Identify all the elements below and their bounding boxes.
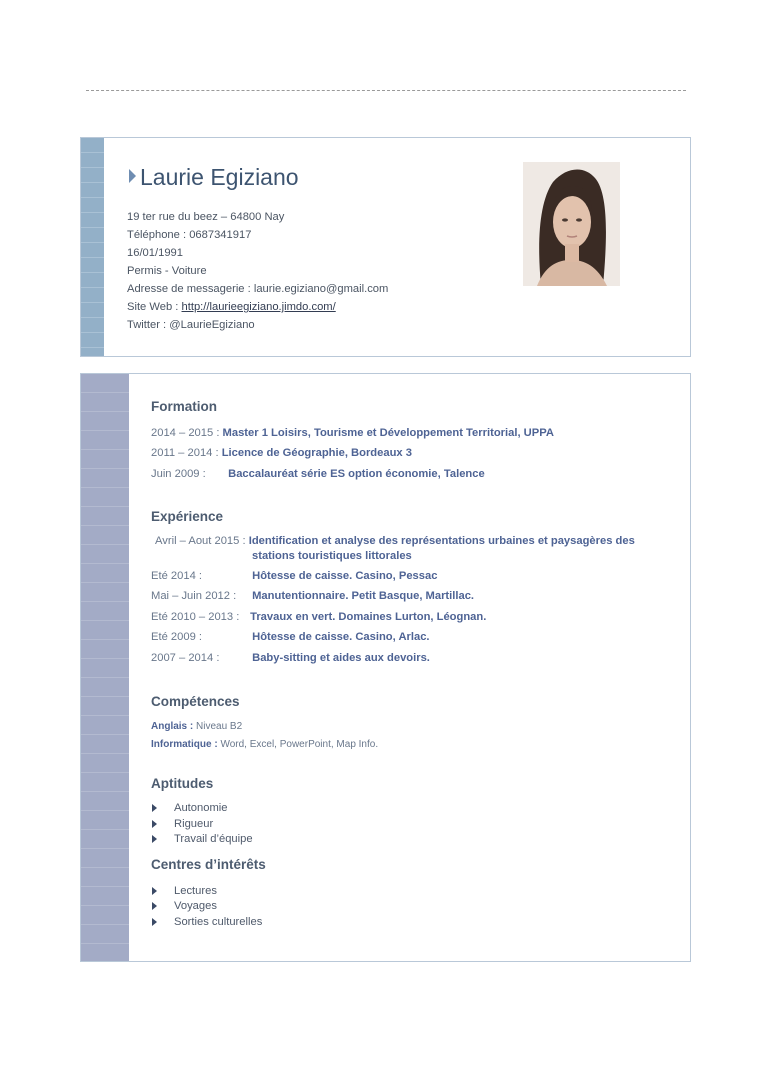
- phone: Téléphone : 0687341917: [127, 229, 252, 241]
- interests-title: Centres d’intérêts: [151, 857, 266, 872]
- birthdate: 16/01/1991: [127, 247, 183, 259]
- profile-photo-illustration: [523, 162, 620, 286]
- interest-item: Sorties culturelles: [151, 916, 262, 928]
- experience-item: [151, 570, 437, 582]
- candidate-name-text: Laurie Egiziano: [140, 164, 299, 190]
- formation-item: [151, 468, 485, 480]
- experience-date: Eté 2014 :: [151, 570, 203, 582]
- experience-text: Baby-sitting et aides aux devoirs.: [252, 652, 430, 664]
- experience-date: 2007 – 2014 :: [151, 652, 220, 664]
- aptitude-item: Rigueur: [151, 818, 213, 830]
- candidate-name: [129, 164, 299, 191]
- formation-text: Master 1 Loisirs, Tourisme et Développement Territorial, UPPA: [222, 427, 554, 439]
- website-label: Site Web :: [127, 301, 182, 313]
- experience-date: Avril – Aout 2015 :: [155, 535, 246, 547]
- competence-label: Informatique :: [151, 739, 218, 750]
- formation-title: Formation: [151, 399, 217, 414]
- twitter: Twitter : @LaurieEgiziano: [127, 319, 255, 331]
- header-dashed-rule: [86, 90, 686, 91]
- experience-item: [151, 631, 430, 643]
- identity-card: [80, 137, 691, 357]
- experience-text: Hôtesse de caisse. Casino, Arlac.: [252, 631, 430, 643]
- arrow-right-icon: [129, 169, 136, 183]
- formation-date: 2014 – 2015 :: [151, 427, 220, 439]
- interest-item: Lectures: [151, 885, 217, 897]
- formation-date: Juin 2009 :: [151, 468, 206, 480]
- formation-item: [151, 427, 554, 439]
- experience-item: [151, 652, 430, 664]
- driving-license: Permis - Voiture: [127, 265, 207, 277]
- experience-title: Expérience: [151, 509, 224, 524]
- experience-item: [155, 535, 635, 562]
- formation-date: 2011 – 2014 :: [151, 447, 219, 459]
- experience-text-continuation: stations touristiques littorales: [252, 550, 412, 562]
- experience-item: [151, 611, 486, 623]
- experience-text: Travaux en vert. Domaines Lurton, Léognan.: [250, 611, 487, 623]
- interest-item: Voyages: [151, 900, 217, 912]
- contact-list: [127, 208, 388, 334]
- experience-text: Hôtesse de caisse. Casino, Pessac: [252, 570, 438, 582]
- competence-item: [151, 721, 242, 732]
- experience-date: Eté 2010 – 2013 :: [151, 611, 240, 623]
- competence-value: Word, Excel, PowerPoint, Map Info.: [217, 739, 379, 750]
- competence-item: [151, 739, 378, 750]
- identity-card-side-stripe: [81, 138, 104, 356]
- formation-item: [151, 447, 412, 459]
- profile-photo: [523, 162, 620, 286]
- website-link[interactable]: http://laurieegiziano.jimdo.com/: [181, 301, 336, 313]
- competences-title: Compétences: [151, 694, 240, 709]
- formation-text: Baccalauréat série ES option économie, Talence: [228, 468, 485, 480]
- competence-label: Anglais :: [151, 721, 194, 732]
- experience-text: Manutentionnaire. Petit Basque, Martillac.: [252, 590, 475, 602]
- experience-item: [151, 590, 474, 602]
- email: Adresse de messagerie : laurie.egiziano@gmail.com: [127, 283, 389, 295]
- competence-value: Niveau B2: [193, 721, 243, 732]
- experience-date: Mai – Juin 2012 :: [151, 590, 237, 602]
- website: [127, 298, 388, 316]
- experience-date: Eté 2009 :: [151, 631, 203, 643]
- address: 19 ter rue du beez – 64800 Nay: [127, 211, 285, 223]
- resume-body-side-stripe: [81, 374, 129, 961]
- resume-body-card: [80, 373, 691, 962]
- aptitude-item: Travail d’équipe: [151, 833, 253, 845]
- experience-text: Identification et analyse des représentations urbaines et paysagères des: [248, 535, 635, 547]
- aptitudes-title: Aptitudes: [151, 776, 214, 791]
- aptitude-item: Autonomie: [151, 802, 228, 814]
- formation-text: Licence de Géographie, Bordeaux 3: [221, 447, 412, 459]
